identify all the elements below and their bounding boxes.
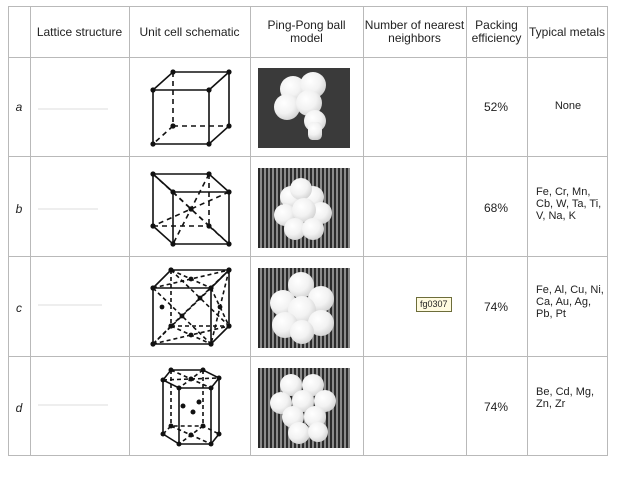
column-divider [129,6,130,456]
row-label-d: d [15,401,23,415]
row-divider [8,256,608,257]
ping-pong-photo-hexagonal [258,368,350,448]
typical-metals-a: None [554,100,582,112]
lattice-table [8,6,608,456]
faded-lattice-image [38,304,102,306]
face-centered-cubic-schematic [143,264,235,350]
table-border-left [8,6,9,456]
hexagonal-close-packed-schematic [153,364,233,452]
figure-tag: fg0307 [416,297,452,312]
typical-metals-d: Be, Cd, Mg, Zn, Zr [536,386,595,410]
row-label-a: a [15,100,23,114]
row-divider [8,57,608,58]
table-border-bottom [8,455,608,456]
column-divider [30,6,31,456]
header-lattice-structure: Lattice structure [36,24,123,39]
header-typical-metals: Typical metals [528,24,606,39]
faded-lattice-image [38,404,108,406]
table-border-top [8,6,608,7]
ping-pong-photo-simple-cubic [258,68,350,148]
row-label-c: c [16,301,22,315]
packing-efficiency-a: 52% [483,100,509,114]
typical-metals-b: Fe, Cr, Mn, Cb, W, Ta, Ti, V, Na, K [536,186,602,222]
body-centered-cubic-schematic [143,166,235,248]
column-divider [466,6,467,456]
header-unit-cell-schematic: Unit cell schematic [139,24,240,39]
faded-lattice-image [38,208,98,210]
row-divider [8,356,608,357]
column-divider [250,6,251,456]
ping-pong-photo-face-centered [258,268,350,348]
header-packing-efficiency: Packing efficiency [471,18,522,45]
header-ping-pong-model: Ping-Pong ball model [267,18,346,45]
simple-cubic-schematic [143,68,235,148]
faded-lattice-image [38,108,108,110]
packing-efficiency-b: 68% [483,201,509,215]
row-divider [8,156,608,157]
column-divider [363,6,364,456]
ping-pong-photo-body-centered [258,168,350,248]
packing-efficiency-c: 74% [483,300,509,314]
row-label-b: b [15,202,23,216]
packing-efficiency-d: 74% [483,400,509,414]
header-nearest-neighbors: Number of nearest neighbors [364,18,465,45]
typical-metals-c: Fe, Al, Cu, Ni, Ca, Au, Ag, Pb, Pt [536,284,604,320]
